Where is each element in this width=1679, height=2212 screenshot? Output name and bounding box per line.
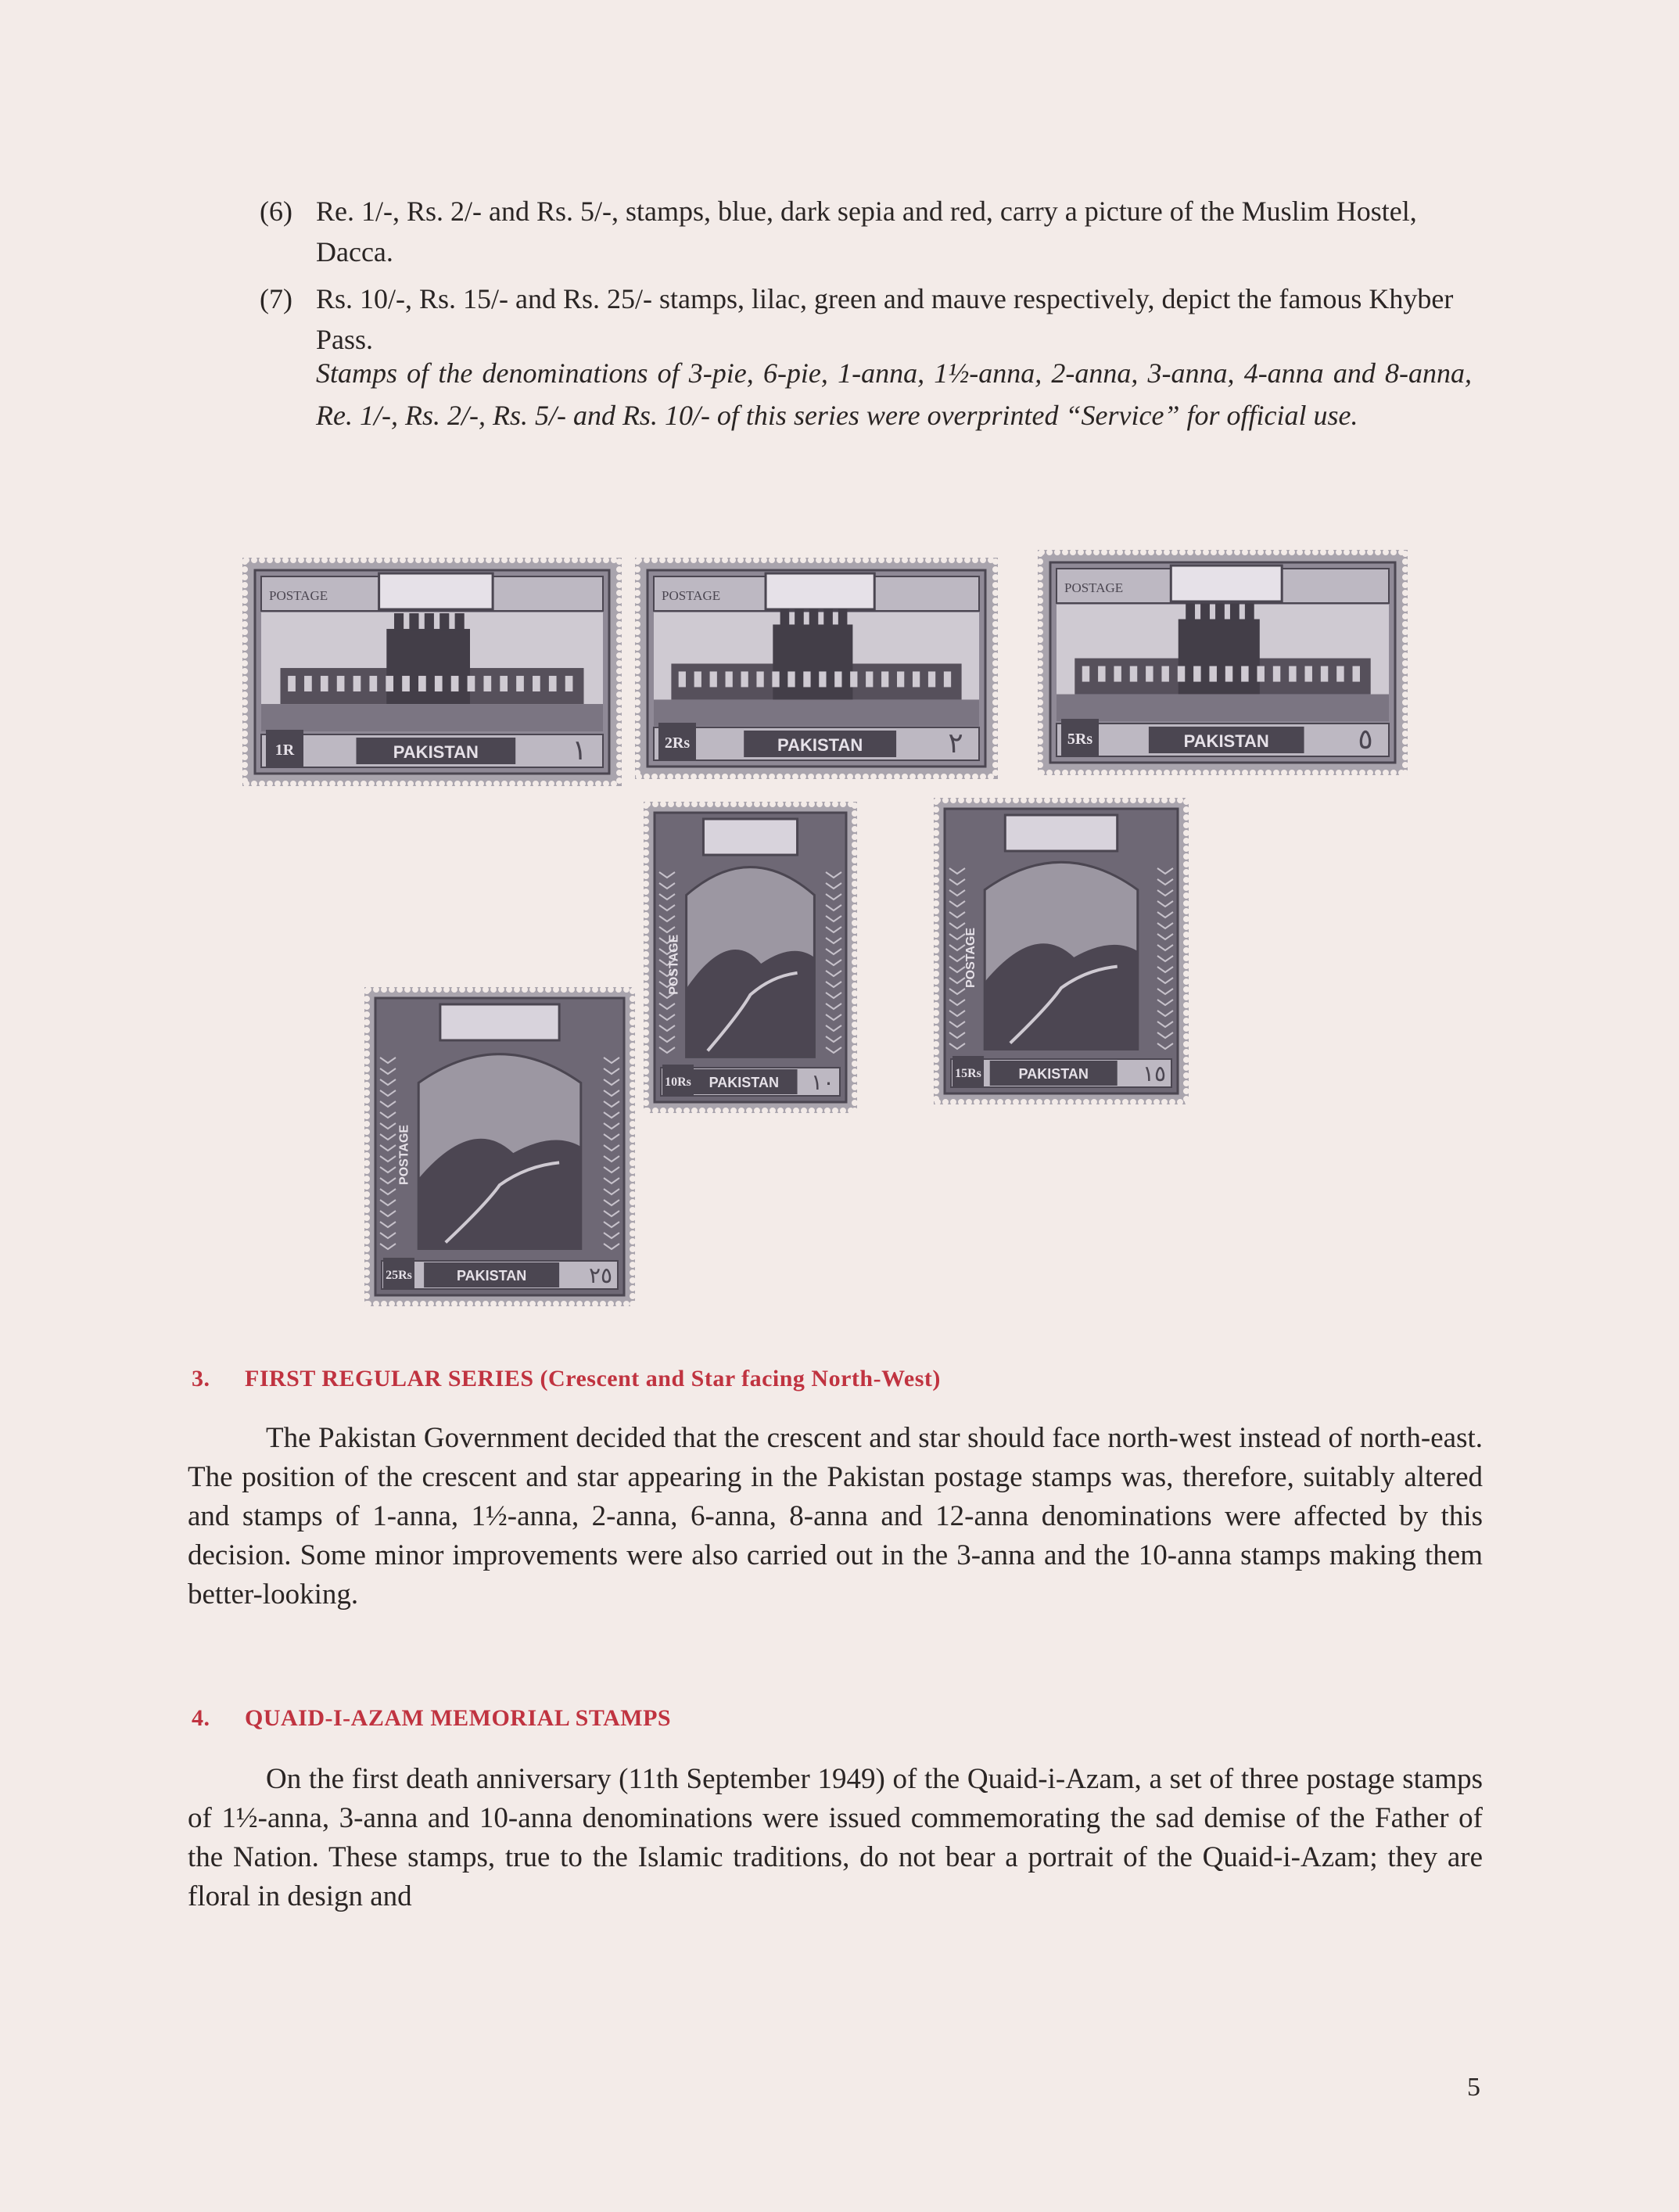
stamp-10-rupees-khyber-pass — [644, 802, 857, 1113]
section-title: FIRST REGULAR SERIES (Crescent and Star facing North-West) — [245, 1366, 941, 1391]
list-item-text: Re. 1/-, Rs. 2/- and Rs. 5/-, stamps, blue, dark sepia and red, carry a picture of the Muslim Hostel, Dacca. — [316, 196, 1417, 268]
mountains — [985, 943, 1138, 1049]
section-4-body — [188, 1760, 1483, 1916]
country-name: PAKISTAN — [777, 735, 863, 755]
paragraph: The Pakistan Government decided that the crescent and star should face north-west instead of north-east. The position of the crescent and star appearing in the Pakistan postage stamps was, therefore, suitably altered and stamps of 1-anna, 1½-anna, 2-anna, 6-anna, 8-anna and 12-anna denominations were affected by this decision. Some minor improvements were also carried out in the 3-anna and the 10-anna stamps making them better-looking. — [188, 1422, 1483, 1611]
postage-label: POSTAGE — [269, 588, 328, 603]
mountains — [418, 1139, 581, 1249]
paragraph: On the first death anniversary (11th September 1949) of the Quaid-i-Azam, a set of three postage stamps of 1½-anna, 3-anna and 10-anna denominations were issued commemorating the sad demise of the Father of the Nation. These stamps, true to the Islamic traditions, do not bear a portrait of the Quaid-i-Azam; they are floral in design and — [188, 1763, 1483, 1912]
country-name: PAKISTAN — [393, 742, 479, 762]
section-number: 3. — [192, 1366, 210, 1391]
value-label: 10Rs — [665, 1075, 691, 1089]
postage-label: POSTAGE — [662, 588, 721, 603]
postage-label: POSTAGE — [964, 927, 978, 989]
urdu-panel — [1005, 815, 1117, 851]
mountains — [687, 950, 815, 1057]
urdu-panel — [703, 819, 797, 855]
country-name: PAKISTAN — [709, 1075, 779, 1090]
country-name: PAKISTAN — [1018, 1066, 1089, 1082]
stamp-1-rupee-muslim-hostel — [242, 558, 622, 786]
country-name: PAKISTAN — [1183, 731, 1269, 751]
page-number: 5 — [1467, 2073, 1480, 2102]
value-label: 25Rs — [386, 1269, 412, 1282]
value-label: 5Rs — [1067, 731, 1093, 748]
value-label: 1R — [274, 742, 295, 759]
section-3-body — [188, 1419, 1483, 1614]
section-4-heading — [192, 1705, 671, 1732]
urdu-panel — [1171, 566, 1282, 601]
overprint-note: Stamps of the denominations of 3-pie, 6-pie, 1-anna, 1½-anna, 2-anna, 3-anna, 4-anna and 8-anna, Re. 1/-, Rs. 2/-, Rs. 5/- and Rs. 10/- of this series were overprinted “Service” for official use. — [316, 357, 1472, 431]
urdu-value: ١ — [572, 734, 587, 767]
urdu-value: ١٠ — [810, 1069, 835, 1095]
list-item-number: (7) — [260, 283, 292, 314]
urdu-panel — [766, 573, 874, 609]
value-label: 15Rs — [955, 1067, 981, 1080]
urdu-value: ٢٥ — [588, 1262, 613, 1288]
urdu-value: ٢ — [948, 727, 963, 759]
stamp-15-rupees-khyber-pass — [934, 798, 1189, 1104]
stamp-25-rupees-khyber-pass — [364, 987, 635, 1306]
postage-label: POSTAGE — [1064, 580, 1124, 595]
urdu-panel — [379, 573, 493, 609]
list-item-text: Rs. 10/-, Rs. 15/- and Rs. 25/- stamps, lilac, green and mauve respectively, depict the famous Khyber Pass. — [316, 283, 1454, 355]
urdu-value: ٥ — [1358, 724, 1373, 756]
country-name: PAKISTAN — [456, 1268, 527, 1284]
stamp-5-rupees-muslim-hostel — [1038, 550, 1408, 775]
value-label: 2Rs — [664, 734, 691, 752]
section-number: 4. — [192, 1705, 210, 1731]
urdu-value: ١٥ — [1142, 1061, 1167, 1086]
stamp-2-rupees-muslim-hostel — [635, 558, 998, 779]
postage-label: POSTAGE — [397, 1124, 411, 1185]
section-3-heading — [192, 1366, 941, 1392]
section-title: QUAID-I-AZAM MEMORIAL STAMPS — [245, 1705, 672, 1731]
list-item-number: (6) — [260, 196, 292, 227]
urdu-panel — [440, 1004, 559, 1040]
postage-label: POSTAGE — [667, 934, 681, 995]
